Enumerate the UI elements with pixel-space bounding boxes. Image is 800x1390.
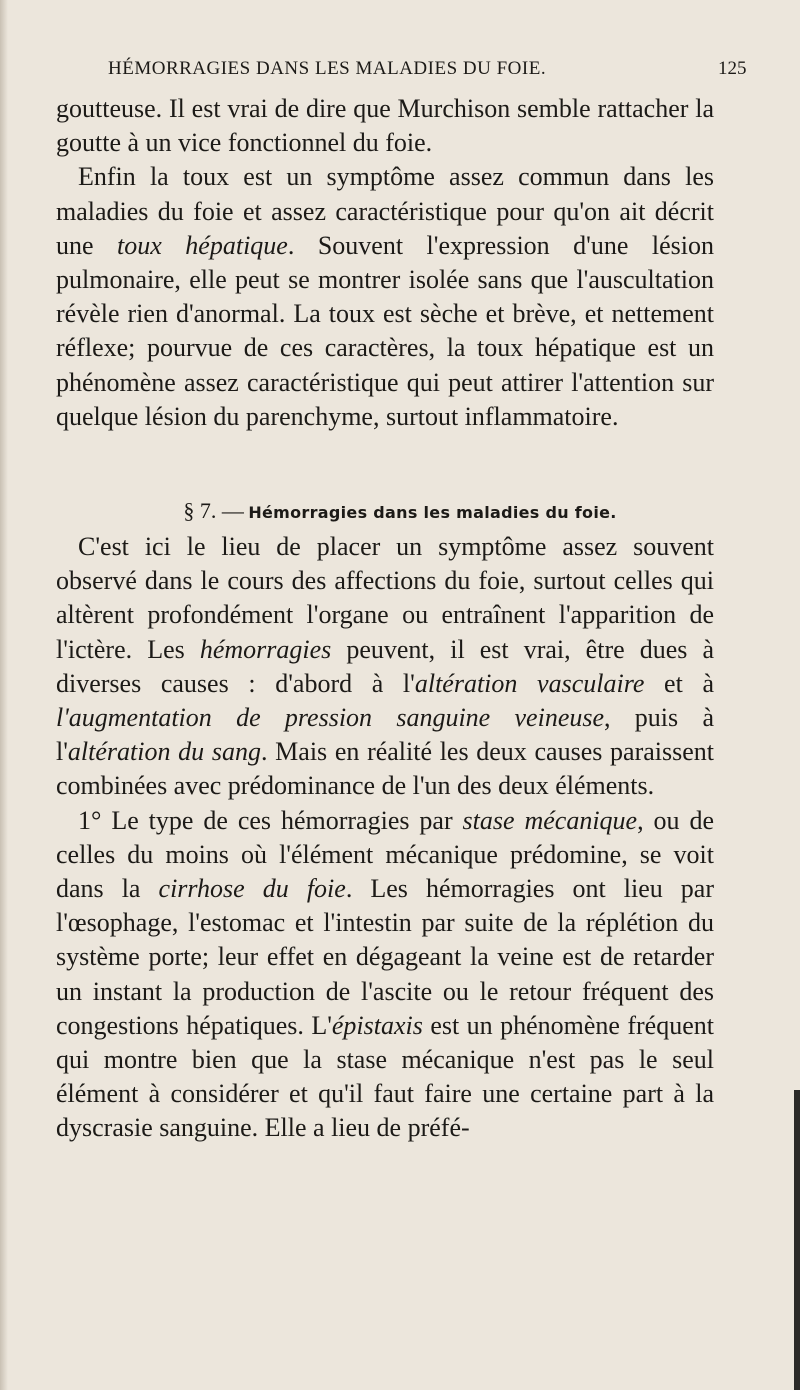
- page-number: 125: [718, 58, 747, 79]
- text-run: . Mais en réalité les deux causes paraissent combinées avec prédominance de l'un des deux éléments.: [56, 737, 714, 801]
- text-run: . Les hémorragies ont lieu par l'œsophage, l'estomac et l'intestin par suite de la réplétion du système porte; leur effet en dégageant la veine est de retarder un instant la production de l'ascite ou le retour fréquent des congestions hépatiques. L': [56, 874, 715, 1040]
- body-text-before-section: [56, 92, 714, 434]
- text-run: goutteuse. Il est vrai de dire que Murchison semble rattacher la goutte à un vice fonctionnel du foie.: [56, 94, 714, 158]
- page-gutter-shadow: [0, 0, 8, 1390]
- italic-text: cirrhose du foie: [158, 874, 346, 904]
- text-run: et à: [644, 668, 714, 698]
- text-run: , puis à l': [56, 703, 714, 767]
- text-run: peuvent, il est vrai, être dues à diverses causes : d'abord à l': [56, 634, 714, 698]
- italic-text: altération du sang: [67, 737, 261, 767]
- paragraph: [56, 804, 714, 1146]
- text-run: , ou de celles du moins où l'élément mécanique prédomine, se voit dans la: [56, 805, 714, 904]
- text-run: C'est ici le lieu de placer un symptôme assez souvent observé dans le cours des affections du foie, surtout celles qui altèrent profondément l'organe ou entraînent l'apparition de l'ictère. Les: [56, 532, 714, 664]
- italic-text: épistaxis: [331, 1010, 423, 1040]
- section-title: Hémorragies dans les maladies du foie.: [248, 503, 617, 522]
- italic-text: l'augmentation de pression sanguine veineuse: [56, 703, 605, 733]
- italic-text: altération vasculaire: [414, 668, 645, 698]
- text-run: Enfin la toux est un symptôme assez commun dans les maladies du foie et assez caractéristique pour qu'on ait décrit une: [56, 162, 714, 260]
- running-head: HÉMORRAGIES DANS LES MALADIES DU FOIE.: [108, 58, 547, 79]
- body-text-after-section: [56, 530, 714, 1146]
- text-run: . Souvent l'expression d'une lésion pulmonaire, elle peut se montrer isolée sans que l'auscultation révèle rien d'anormal. La toux est sèche et brève, et nettement réflexe; pourvue de ces caractères, la toux hépatique est un phénomène assez caractéristique qui peut attirer l'attention sur quelque lésion du parenchyme, surtout inflammatoire.: [56, 230, 714, 431]
- section-number: § 7. —: [183, 498, 244, 523]
- page-header: [0, 58, 800, 82]
- paragraph: [56, 530, 714, 804]
- text-run: est un phénomène fréquent qui montre bien que la stase mécanique n'est pas le seul élément à considérer et qu'il faut faire une certaine part à la dyscrasie sanguine. Elle a lieu de préfé-: [56, 1010, 714, 1143]
- page-edge-bar: [794, 1090, 800, 1390]
- italic-text: stase mécanique: [462, 805, 638, 835]
- italic-text: hémorragies: [199, 634, 332, 664]
- italic-text: toux hépatique: [117, 230, 288, 260]
- paragraph: [56, 160, 714, 434]
- text-run: 1° Le type de ces hémorragies par: [78, 805, 463, 835]
- section-heading: [0, 498, 800, 524]
- paragraph: [56, 92, 714, 160]
